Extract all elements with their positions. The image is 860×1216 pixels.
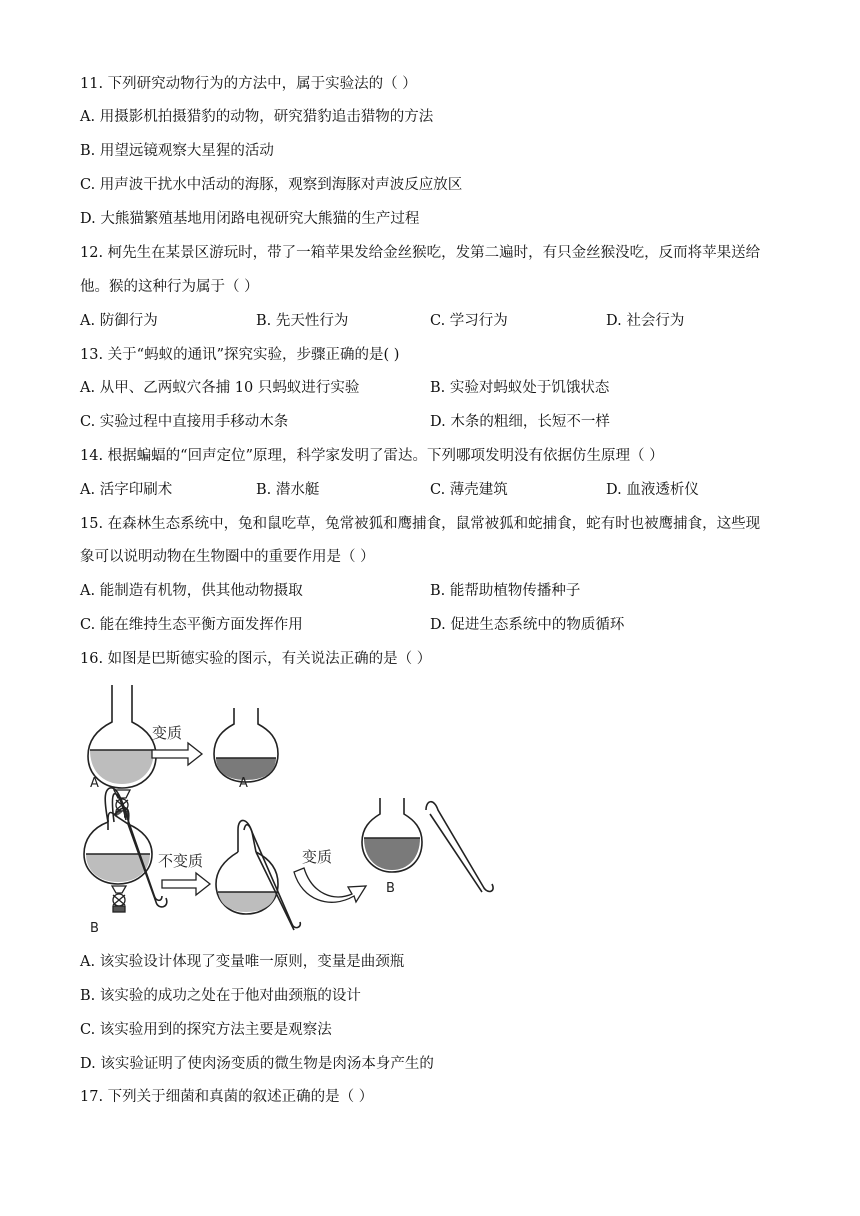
q12-stem-line2: 他。猴的这种行为属于（ ） [80, 279, 259, 295]
label-change-b: 变质 [302, 848, 333, 866]
flask-a-spoiled [214, 708, 278, 782]
q13-stem: 13. 关于“蚂蚁的通讯”探究实验，步骤正确的是( ) [80, 347, 400, 363]
flask-b-spoiled [362, 798, 422, 872]
q12-option-a: A. 防御行为 [80, 313, 158, 329]
q13-option-c: C. 实验过程中直接用手移动木条 [80, 414, 289, 430]
pasteur-experiment-figure [80, 680, 510, 940]
q12-stem-line1: 12. 柯先生在某景区游玩时，带了一箱苹果发给金丝猴吃，发第二遍时，有只金丝猴没吃，反而将苹果送给 [80, 245, 761, 261]
burner-icon [112, 886, 126, 912]
label-flask-b-left: B [90, 921, 99, 936]
q13-option-a: A. 从甲、乙两蚁穴各捕 10 只蚂蚁进行实验 [80, 380, 360, 396]
q17-stem: 17. 下列关于细菌和真菌的叙述正确的是（ ） [80, 1089, 374, 1105]
broken-swan-neck-tube [426, 802, 493, 892]
q11-option-d: D. 大熊猫繁殖基地用闭路电视研究大熊猫的生产过程 [80, 211, 420, 227]
q16-option-d: D. 该实验证明了使肉汤变质的微生物是肉汤本身产生的 [80, 1056, 434, 1072]
q15-option-a: A. 能制造有机物，供其他动物摄取 [80, 583, 303, 599]
arrow-no-change [162, 873, 210, 895]
q15-option-b: B. 能帮助植物传播种子 [430, 583, 581, 599]
flask-b-intact [216, 820, 300, 930]
label-change-a: 变质 [152, 724, 183, 742]
q16-stem: 16. 如图是巴斯德实验的图示，有关说法正确的是（ ） [80, 651, 432, 667]
q13-option-b: B. 实验对蚂蚁处于饥饿状态 [430, 380, 610, 396]
q15-option-c: C. 能在维持生态平衡方面发挥作用 [80, 617, 303, 633]
label-no-change: 不变质 [158, 852, 204, 870]
q12-option-d: D. 社会行为 [606, 313, 685, 329]
q15-option-d: D. 促进生态系统中的物质循环 [430, 617, 625, 633]
q15-stem-line2: 象可以说明动物在生物圈中的重要作用是（ ） [80, 549, 375, 565]
label-flask-a-right: A [239, 776, 248, 791]
q16-option-c: C. 该实验用到的探究方法主要是观察法 [80, 1022, 332, 1038]
q13-option-d: D. 木条的粗细，长短不一样 [430, 414, 610, 430]
q11-stem: 11. 下列研究动物行为的方法中，属于实验法的（ ） [80, 76, 417, 92]
arrow-change-b [294, 868, 366, 902]
label-flask-b-right: B [386, 881, 395, 896]
q11-option-b: B. 用望远镜观察大星猩的活动 [80, 143, 274, 159]
arrow-change-a [152, 743, 202, 765]
q14-option-b: B. 潜水艇 [256, 482, 320, 498]
flask-a-boiling [88, 685, 156, 788]
q14-stem: 14. 根据蝙蝠的“回声定位”原理，科学家发明了雷达。下列哪项发明没有依据仿生原理（ ） [80, 448, 664, 464]
label-flask-a-left: A [90, 776, 99, 791]
q16-option-a: A. 该实验设计体现了变量唯一原则，变量是曲颈瓶 [80, 954, 405, 970]
q12-option-b: B. 先天性行为 [256, 313, 349, 329]
q14-option-c: C. 薄壳建筑 [430, 482, 508, 498]
q15-stem-line1: 15. 在森林生态系统中，兔和鼠吃草，兔常被狐和鹰捕食，鼠常被狐和蛇捕食，蛇有时也被鹰捕食，这些现 [80, 516, 761, 532]
q12-option-c: C. 学习行为 [430, 313, 508, 329]
q16-option-b: B. 该实验的成功之处在于他对曲颈瓶的设计 [80, 988, 361, 1004]
q14-option-a: A. 活字印刷术 [80, 482, 173, 498]
q14-option-d: D. 血液透析仪 [606, 482, 699, 498]
q11-option-a: A. 用摄影机拍摄猎豹的动物，研究猎豹追击猎物的方法 [80, 109, 434, 125]
q11-option-c: C. 用声波干扰水中活动的海豚，观察到海豚对声波反应放区 [80, 177, 463, 193]
